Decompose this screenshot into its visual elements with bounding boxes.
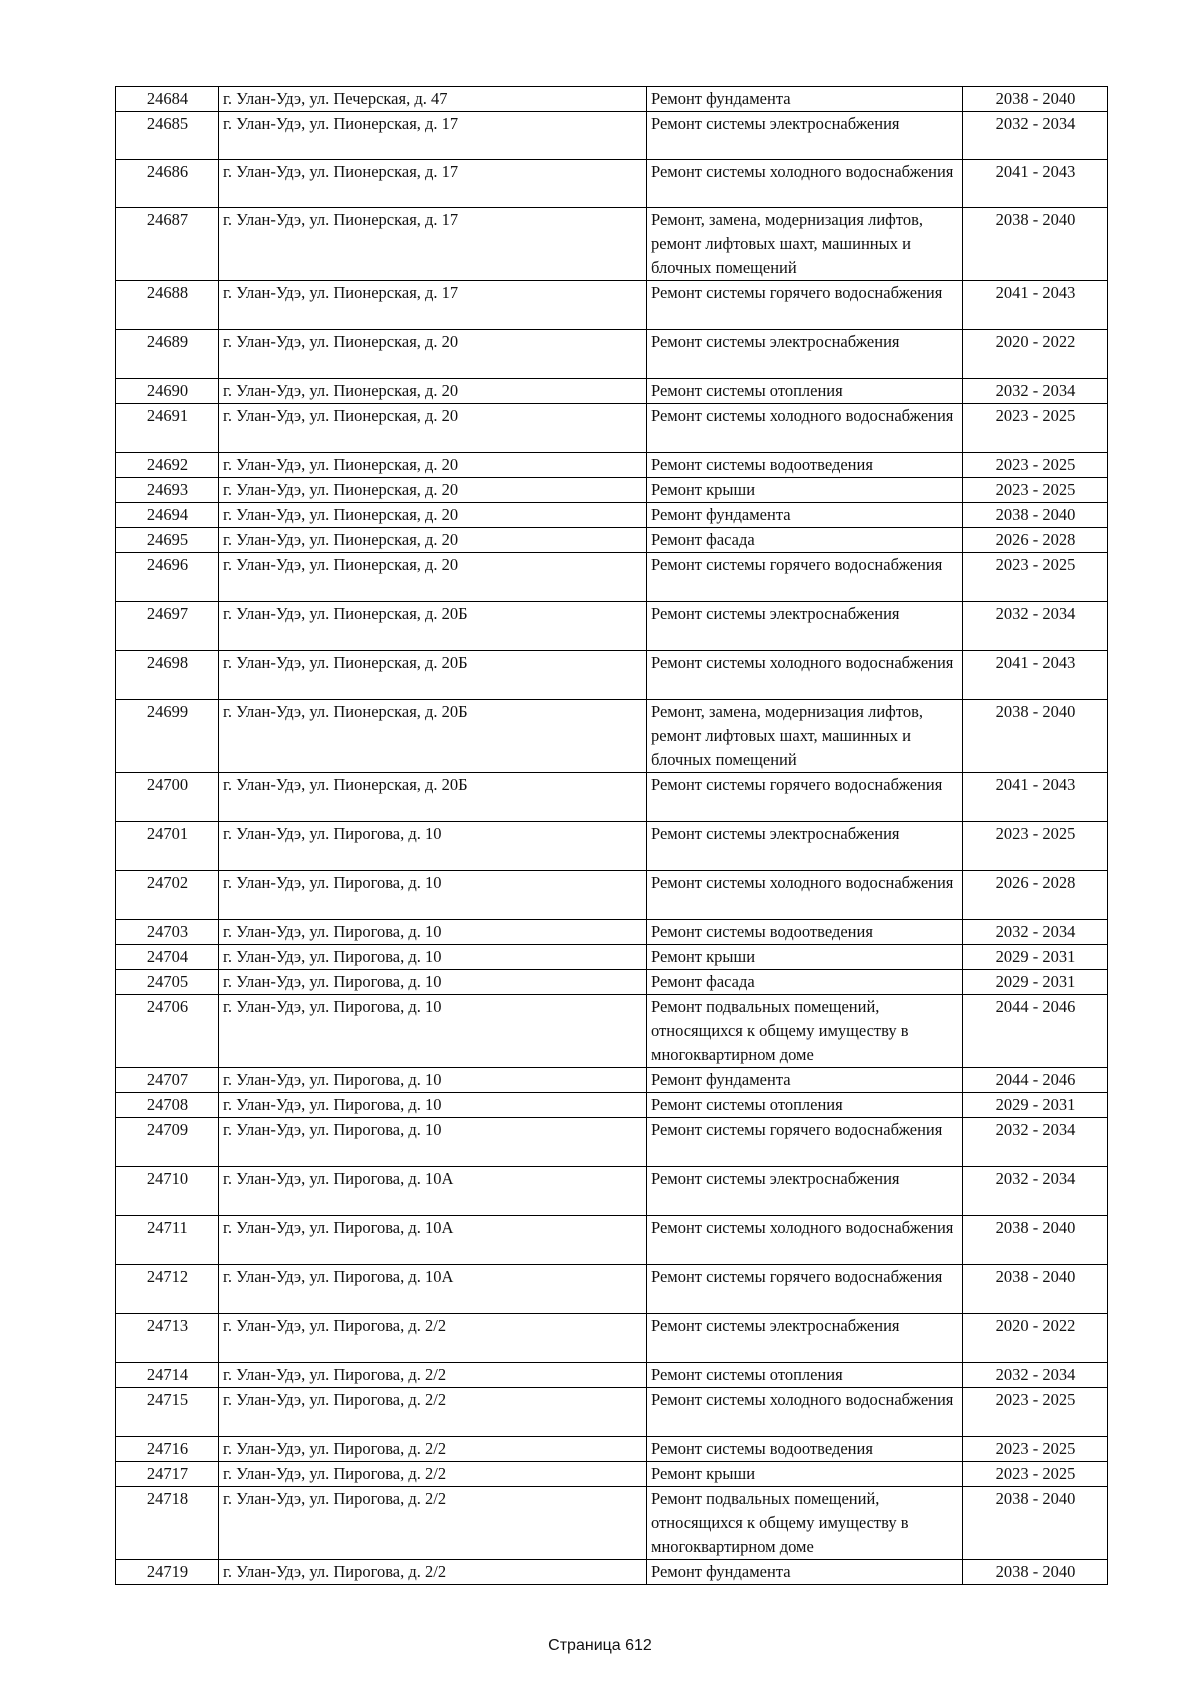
work-type-cell: Ремонт системы электроснабжения (647, 112, 963, 160)
table-row (116, 822, 1108, 871)
period-cell: 2032 - 2034 (963, 112, 1108, 160)
work-type-cell: Ремонт системы электроснабжения (647, 602, 963, 651)
period-cell: 2032 - 2034 (963, 1167, 1108, 1216)
row-number-cell: 24708 (116, 1093, 219, 1118)
row-number-cell: 24688 (116, 281, 219, 330)
period-cell: 2023 - 2025 (963, 822, 1108, 871)
table-row (116, 1487, 1108, 1560)
work-type-cell: Ремонт фундамента (647, 503, 963, 528)
address-cell: г. Улан-Удэ, ул. Пирогова, д. 10 (219, 970, 647, 995)
period-cell: 2023 - 2025 (963, 404, 1108, 453)
period-cell: 2032 - 2034 (963, 920, 1108, 945)
period-cell: 2038 - 2040 (963, 1265, 1108, 1314)
address-cell: г. Улан-Удэ, ул. Пионерская, д. 20 (219, 553, 647, 602)
address-cell: г. Улан-Удэ, ул. Пирогова, д. 10 (219, 995, 647, 1068)
row-number-cell: 24691 (116, 404, 219, 453)
work-type-cell: Ремонт системы водоотведения (647, 920, 963, 945)
work-type-cell: Ремонт системы отопления (647, 1363, 963, 1388)
address-cell: г. Улан-Удэ, ул. Пионерская, д. 17 (219, 160, 647, 208)
period-cell: 2038 - 2040 (963, 503, 1108, 528)
period-cell: 2038 - 2040 (963, 1560, 1108, 1585)
table-row (116, 379, 1108, 404)
row-number-cell: 24690 (116, 379, 219, 404)
row-number-cell: 24686 (116, 160, 219, 208)
work-type-cell: Ремонт системы горячего водоснабжения (647, 553, 963, 602)
table-row (116, 281, 1108, 330)
table-row (116, 1167, 1108, 1216)
address-cell: г. Улан-Удэ, ул. Пионерская, д. 20 (219, 528, 647, 553)
period-cell: 2038 - 2040 (963, 208, 1108, 281)
address-cell: г. Улан-Удэ, ул. Пирогова, д. 10 (219, 1093, 647, 1118)
row-number-cell: 24718 (116, 1487, 219, 1560)
row-number-cell: 24707 (116, 1068, 219, 1093)
table-row (116, 1216, 1108, 1265)
work-type-cell: Ремонт фундамента (647, 1068, 963, 1093)
work-type-cell: Ремонт системы горячего водоснабжения (647, 281, 963, 330)
table-row (116, 553, 1108, 602)
table-row (116, 700, 1108, 773)
work-type-cell: Ремонт системы холодного водоснабжения (647, 1388, 963, 1437)
table-row (116, 1093, 1108, 1118)
row-number-cell: 24697 (116, 602, 219, 651)
address-cell: г. Улан-Удэ, ул. Пирогова, д. 2/2 (219, 1388, 647, 1437)
table-row (116, 602, 1108, 651)
period-cell: 2023 - 2025 (963, 1462, 1108, 1487)
work-type-cell: Ремонт системы горячего водоснабжения (647, 1265, 963, 1314)
address-cell: г. Улан-Удэ, ул. Пионерская, д. 20Б (219, 602, 647, 651)
period-cell: 2020 - 2022 (963, 330, 1108, 379)
work-type-cell: Ремонт фасада (647, 528, 963, 553)
address-cell: г. Улан-Удэ, ул. Пионерская, д. 17 (219, 208, 647, 281)
address-cell: г. Улан-Удэ, ул. Пирогова, д. 10 (219, 1068, 647, 1093)
address-cell: г. Улан-Удэ, ул. Печерская, д. 47 (219, 87, 647, 112)
address-cell: г. Улан-Удэ, ул. Пирогова, д. 10 (219, 945, 647, 970)
work-type-cell: Ремонт системы водоотведения (647, 1437, 963, 1462)
work-type-cell: Ремонт системы горячего водоснабжения (647, 773, 963, 822)
row-number-cell: 24706 (116, 995, 219, 1068)
table-row (116, 1462, 1108, 1487)
address-cell: г. Улан-Удэ, ул. Пирогова, д. 10 (219, 871, 647, 920)
address-cell: г. Улан-Удэ, ул. Пирогова, д. 2/2 (219, 1314, 647, 1363)
table-row (116, 945, 1108, 970)
work-type-cell: Ремонт системы холодного водоснабжения (647, 160, 963, 208)
period-cell: 2023 - 2025 (963, 478, 1108, 503)
table-row (116, 1314, 1108, 1363)
period-cell: 2026 - 2028 (963, 528, 1108, 553)
page-number: Страница 612 (548, 1637, 652, 1654)
table-row (116, 995, 1108, 1068)
address-cell: г. Улан-Удэ, ул. Пионерская, д. 20 (219, 379, 647, 404)
row-number-cell: 24710 (116, 1167, 219, 1216)
work-type-cell: Ремонт подвальных помещений, относящихся к общему имуществу в многоквартирном доме (647, 1487, 963, 1560)
address-cell: г. Улан-Удэ, ул. Пирогова, д. 2/2 (219, 1560, 647, 1585)
table-row (116, 478, 1108, 503)
table-row (116, 1068, 1108, 1093)
work-type-cell: Ремонт системы электроснабжения (647, 822, 963, 871)
work-type-cell: Ремонт системы отопления (647, 1093, 963, 1118)
row-number-cell: 24693 (116, 478, 219, 503)
table-row (116, 1560, 1108, 1585)
work-type-cell: Ремонт крыши (647, 478, 963, 503)
row-number-cell: 24687 (116, 208, 219, 281)
address-cell: г. Улан-Удэ, ул. Пионерская, д. 17 (219, 112, 647, 160)
address-cell: г. Улан-Удэ, ул. Пирогова, д. 2/2 (219, 1487, 647, 1560)
work-type-cell: Ремонт системы холодного водоснабжения (647, 651, 963, 700)
period-cell: 2041 - 2043 (963, 773, 1108, 822)
period-cell: 2038 - 2040 (963, 1487, 1108, 1560)
period-cell: 2032 - 2034 (963, 379, 1108, 404)
period-cell: 2041 - 2043 (963, 160, 1108, 208)
period-cell: 2032 - 2034 (963, 1363, 1108, 1388)
row-number-cell: 24704 (116, 945, 219, 970)
table-row (116, 528, 1108, 553)
work-type-cell: Ремонт, замена, модернизация лифтов, ремонт лифтовых шахт, машинных и блочных помещений (647, 208, 963, 281)
row-number-cell: 24698 (116, 651, 219, 700)
row-number-cell: 24716 (116, 1437, 219, 1462)
address-cell: г. Улан-Удэ, ул. Пионерская, д. 17 (219, 281, 647, 330)
row-number-cell: 24695 (116, 528, 219, 553)
address-cell: г. Улан-Удэ, ул. Пирогова, д. 2/2 (219, 1437, 647, 1462)
address-cell: г. Улан-Удэ, ул. Пионерская, д. 20 (219, 478, 647, 503)
table-row (116, 1118, 1108, 1167)
table-row (116, 970, 1108, 995)
work-type-cell: Ремонт системы водоотведения (647, 453, 963, 478)
table-row (116, 920, 1108, 945)
address-cell: г. Улан-Удэ, ул. Пирогова, д. 10 (219, 920, 647, 945)
table-row (116, 1363, 1108, 1388)
work-type-cell: Ремонт фундамента (647, 87, 963, 112)
table-row (116, 1437, 1108, 1462)
period-cell: 2029 - 2031 (963, 1093, 1108, 1118)
row-number-cell: 24713 (116, 1314, 219, 1363)
row-number-cell: 24701 (116, 822, 219, 871)
table-row (116, 330, 1108, 379)
work-type-cell: Ремонт системы холодного водоснабжения (647, 1216, 963, 1265)
work-type-cell: Ремонт системы отопления (647, 379, 963, 404)
row-number-cell: 24705 (116, 970, 219, 995)
row-number-cell: 24689 (116, 330, 219, 379)
row-number-cell: 24719 (116, 1560, 219, 1585)
row-number-cell: 24712 (116, 1265, 219, 1314)
table-row (116, 651, 1108, 700)
work-type-cell: Ремонт крыши (647, 945, 963, 970)
work-type-cell: Ремонт системы холодного водоснабжения (647, 404, 963, 453)
table-row (116, 503, 1108, 528)
row-number-cell: 24692 (116, 453, 219, 478)
address-cell: г. Улан-Удэ, ул. Пионерская, д. 20Б (219, 700, 647, 773)
address-cell: г. Улан-Удэ, ул. Пирогова, д. 10 (219, 822, 647, 871)
period-cell: 2023 - 2025 (963, 1437, 1108, 1462)
period-cell: 2038 - 2040 (963, 1216, 1108, 1265)
row-number-cell: 24700 (116, 773, 219, 822)
work-type-cell: Ремонт крыши (647, 1462, 963, 1487)
address-cell: г. Улан-Удэ, ул. Пирогова, д. 10А (219, 1265, 647, 1314)
work-type-cell: Ремонт фундамента (647, 1560, 963, 1585)
address-cell: г. Улан-Удэ, ул. Пионерская, д. 20Б (219, 773, 647, 822)
table-row (116, 1265, 1108, 1314)
address-cell: г. Улан-Удэ, ул. Пионерская, д. 20 (219, 330, 647, 379)
row-number-cell: 24711 (116, 1216, 219, 1265)
row-number-cell: 24684 (116, 87, 219, 112)
address-cell: г. Улан-Удэ, ул. Пионерская, д. 20Б (219, 651, 647, 700)
work-type-cell: Ремонт системы электроснабжения (647, 330, 963, 379)
repair-schedule-table (115, 86, 1108, 1585)
row-number-cell: 24714 (116, 1363, 219, 1388)
table-row (116, 871, 1108, 920)
row-number-cell: 24685 (116, 112, 219, 160)
row-number-cell: 24703 (116, 920, 219, 945)
period-cell: 2020 - 2022 (963, 1314, 1108, 1363)
row-number-cell: 24715 (116, 1388, 219, 1437)
address-cell: г. Улан-Удэ, ул. Пионерская, д. 20 (219, 453, 647, 478)
table-row (116, 453, 1108, 478)
table-row (116, 160, 1108, 208)
period-cell: 2044 - 2046 (963, 1068, 1108, 1093)
table-body (116, 87, 1108, 1585)
row-number-cell: 24717 (116, 1462, 219, 1487)
address-cell: г. Улан-Удэ, ул. Пионерская, д. 20 (219, 503, 647, 528)
period-cell: 2023 - 2025 (963, 1388, 1108, 1437)
period-cell: 2029 - 2031 (963, 945, 1108, 970)
period-cell: 2032 - 2034 (963, 602, 1108, 651)
period-cell: 2023 - 2025 (963, 453, 1108, 478)
table-row (116, 404, 1108, 453)
period-cell: 2041 - 2043 (963, 281, 1108, 330)
address-cell: г. Улан-Удэ, ул. Пирогова, д. 2/2 (219, 1363, 647, 1388)
work-type-cell: Ремонт системы электроснабжения (647, 1167, 963, 1216)
period-cell: 2023 - 2025 (963, 553, 1108, 602)
row-number-cell: 24709 (116, 1118, 219, 1167)
period-cell: 2044 - 2046 (963, 995, 1108, 1068)
work-type-cell: Ремонт системы горячего водоснабжения (647, 1118, 963, 1167)
address-cell: г. Улан-Удэ, ул. Пионерская, д. 20 (219, 404, 647, 453)
table-row (116, 1388, 1108, 1437)
work-type-cell: Ремонт системы электроснабжения (647, 1314, 963, 1363)
table-row (116, 208, 1108, 281)
period-cell: 2029 - 2031 (963, 970, 1108, 995)
period-cell: 2041 - 2043 (963, 651, 1108, 700)
work-type-cell: Ремонт системы холодного водоснабжения (647, 871, 963, 920)
work-type-cell: Ремонт фасада (647, 970, 963, 995)
table-row (116, 773, 1108, 822)
row-number-cell: 24694 (116, 503, 219, 528)
period-cell: 2032 - 2034 (963, 1118, 1108, 1167)
row-number-cell: 24702 (116, 871, 219, 920)
address-cell: г. Улан-Удэ, ул. Пирогова, д. 10 (219, 1118, 647, 1167)
row-number-cell: 24699 (116, 700, 219, 773)
table-row (116, 112, 1108, 160)
address-cell: г. Улан-Удэ, ул. Пирогова, д. 10А (219, 1167, 647, 1216)
work-type-cell: Ремонт подвальных помещений, относящихся к общему имуществу в многоквартирном доме (647, 995, 963, 1068)
address-cell: г. Улан-Удэ, ул. Пирогова, д. 10А (219, 1216, 647, 1265)
period-cell: 2038 - 2040 (963, 87, 1108, 112)
address-cell: г. Улан-Удэ, ул. Пирогова, д. 2/2 (219, 1462, 647, 1487)
row-number-cell: 24696 (116, 553, 219, 602)
period-cell: 2038 - 2040 (963, 700, 1108, 773)
period-cell: 2026 - 2028 (963, 871, 1108, 920)
work-type-cell: Ремонт, замена, модернизация лифтов, ремонт лифтовых шахт, машинных и блочных помещений (647, 700, 963, 773)
table-row (116, 87, 1108, 112)
